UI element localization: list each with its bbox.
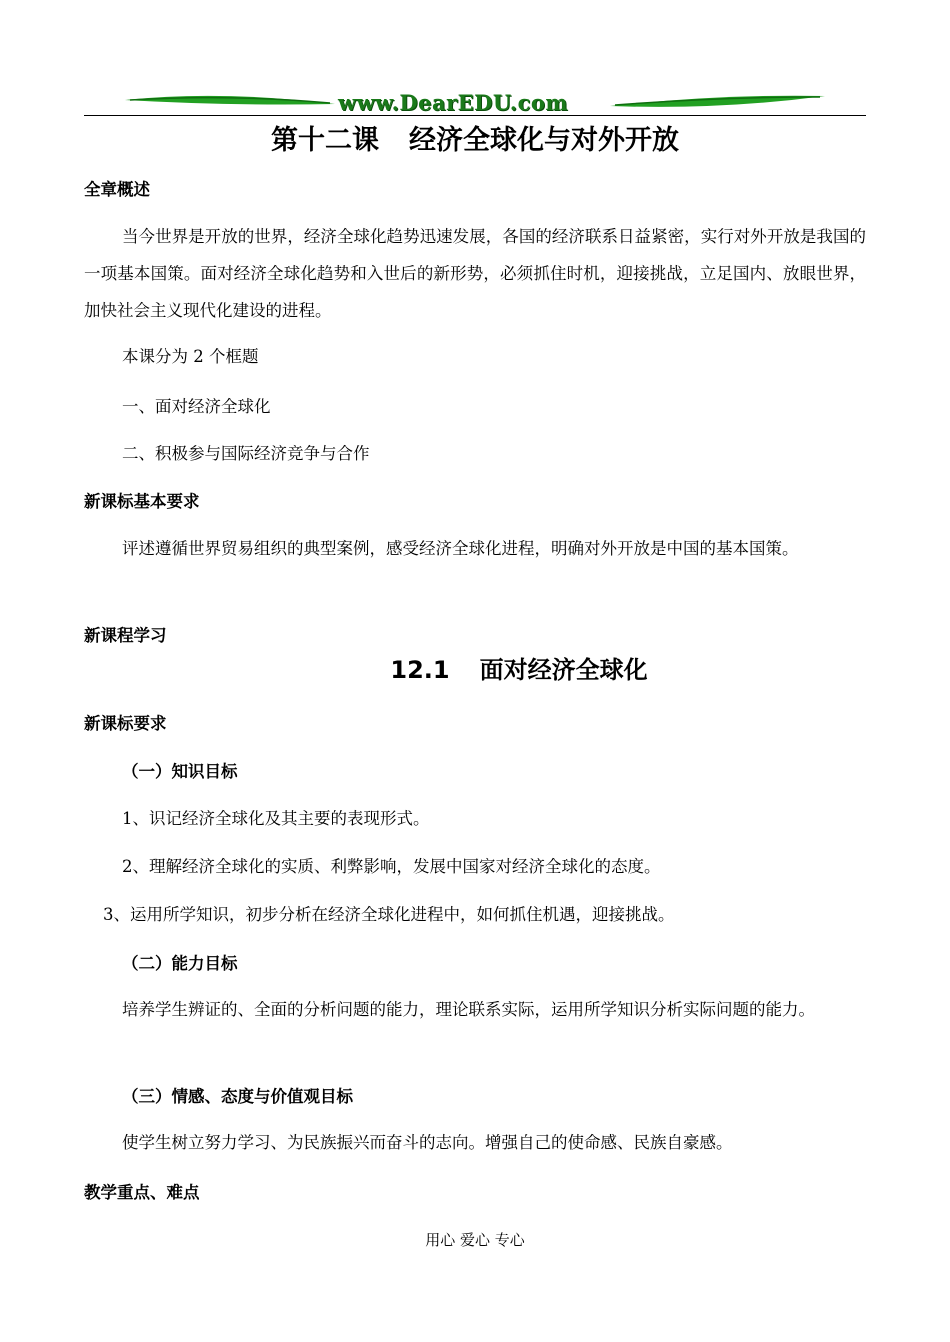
knowledge-item-2: 2、理解经济全球化的实质、利弊影响，发展中国家对经济全球化的态度。 (122, 857, 661, 876)
overview-paragraph: 当今世界是开放的世界，经济全球化趋势迅速发展，各国的经济联系日益紧密，实行对外开放是我国的一项基本国策。面对经济全球化趋势和入世后的新形势，必须抓住时机，迎接挑战，立足国内、放眼世界，加快社会主义现代化建设的进程。 (84, 227, 866, 320)
lesson-name: 经济全球化与对外开放 (409, 125, 679, 156)
section-number: 12.1 (390, 656, 450, 684)
knowledge-item-3: 3、运用所学知识，初步分析在经济全球化进程中，如何抓住机遇，迎接挑战。 (103, 905, 675, 924)
frame-item-2: 二、积极参与国际经济竞争与合作 (122, 444, 370, 463)
dearedu-logo-text: www.DearEDU.com (338, 90, 569, 115)
knowledge-item-1: 1、识记经济全球化及其主要的表现形式。 (122, 809, 430, 828)
section-name: 面对经济全球化 (479, 656, 648, 684)
section-title (0, 650, 950, 685)
standard-paragraph: 评述遵循世界贸易组织的典型案例，感受经济全球化进程，明确对外开放是中国的基本国策。 (122, 539, 799, 558)
standard-heading: 新课标基本要求 (84, 492, 200, 511)
knowledge-heading: （一）知识目标 (122, 762, 238, 781)
emotion-heading: （三）情感、态度与价值观目标 (122, 1087, 353, 1106)
study-heading: 新课程学习 (84, 626, 167, 645)
page-footer: 用心 爱心 专心 (425, 1231, 525, 1249)
ability-heading: （二）能力目标 (122, 954, 238, 973)
header-rule (84, 115, 866, 116)
emotion-paragraph: 使学生树立努力学习、为民族振兴而奋斗的志向。增强自己的使命感、民族自豪感。 (122, 1133, 733, 1152)
requirements-heading: 新课标要求 (84, 714, 167, 733)
ability-paragraph: 培养学生辨证的、全面的分析问题的能力，理论联系实际，运用所学知识分析实际问题的能力。 (122, 1000, 815, 1019)
overview-heading: 全章概述 (84, 180, 150, 199)
frame-item-1: 一、面对经济全球化 (122, 397, 271, 416)
key-points-heading: 教学重点、难点 (84, 1183, 200, 1202)
page-title (0, 118, 950, 157)
lesson-number: 第十二课 (271, 125, 379, 156)
frames-intro: 本课分为 2 个框题 (122, 347, 259, 366)
